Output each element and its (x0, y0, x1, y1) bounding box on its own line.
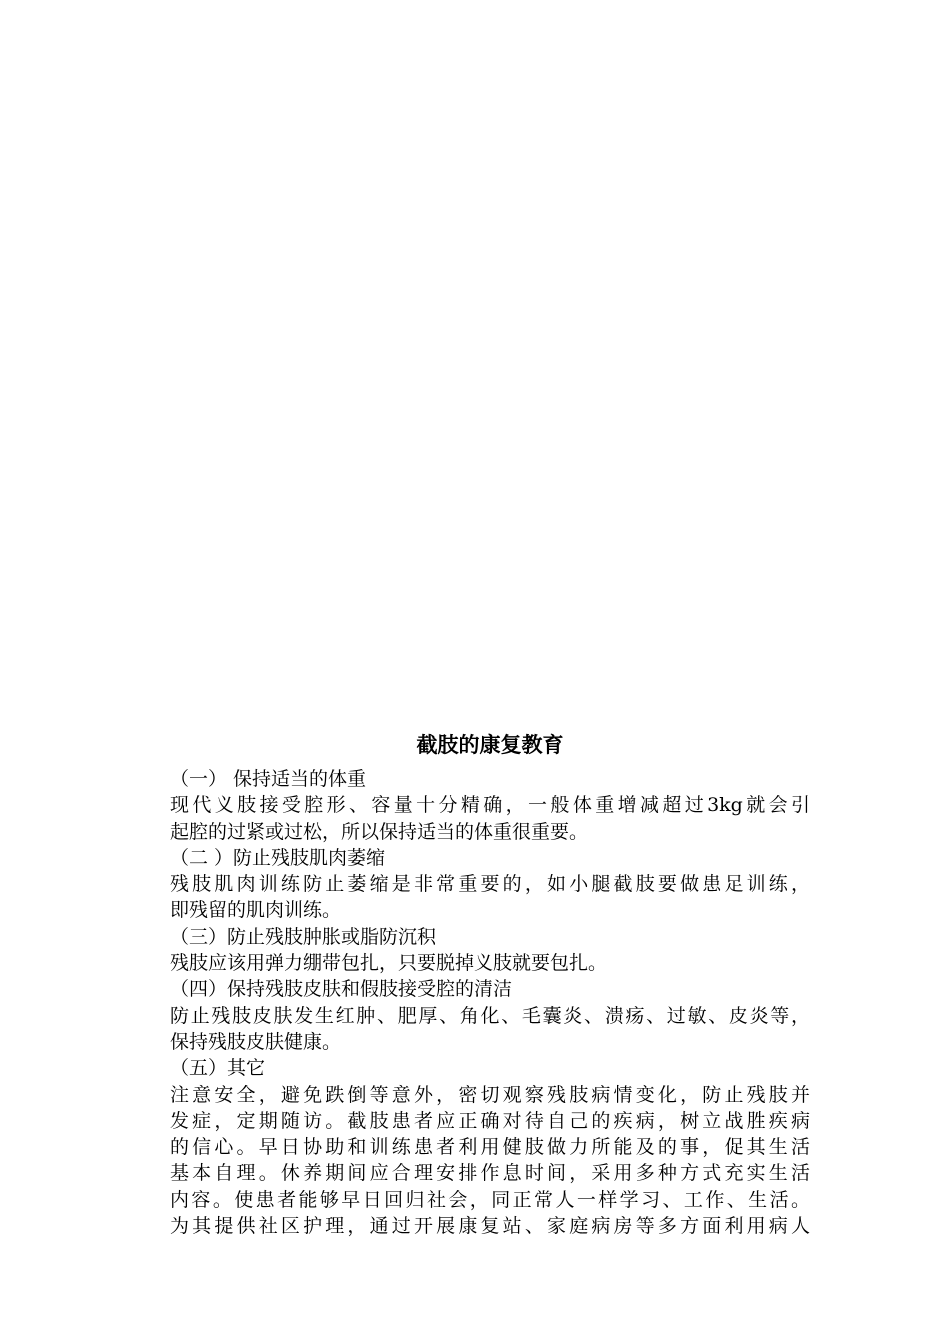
paragraph-line: 即残留的肌肉训练。 (170, 899, 342, 922)
paragraph-line: 残肢肌肉训练防止萎缩是非常重要的，如小腿截肢要做患足训练， (170, 873, 810, 896)
paragraph-line: 起腔的过紧或过松，所以保持适当的体重很重要。 (170, 820, 589, 843)
section-heading-3: （三）防止残肢肿胀或脂防沉积 (170, 925, 437, 948)
paragraph-line: 为其提供社区护理，通过开展康复站、家庭病房等多方面利用病人 (170, 1215, 810, 1238)
document-title: 截肢的康复教育 (416, 733, 564, 757)
paragraph-line: 现代义肢接受腔形、容量十分精确，一般体重增减超过3kg就会引 (170, 794, 810, 817)
section-heading-5: （五）其它 (170, 1057, 266, 1080)
paragraph-line: 发症，定期随访。截肢患者应正确对待自己的疾病，树立战胜疾病 (170, 1109, 810, 1132)
paragraph-line: 内容。使患者能够早日回归社会，同正常人一样学习、工作、生活。 (170, 1188, 810, 1211)
paragraph-line: 防止残肢皮肤发生红肿、肥厚、角化、毛囊炎、溃疡、过敏、皮炎等， (170, 1004, 810, 1027)
paragraph-line: 保持残肢皮肤健康。 (170, 1030, 342, 1053)
paragraph-line: 注意安全，避免跌倒等意外，密切观察残肢病情变化，防止残肢并 (170, 1083, 810, 1106)
paragraph-line: 基本自理。休养期间应合理安排作息时间，采用多种方式充实生活 (170, 1162, 810, 1185)
section-heading-4: （四）保持残肢皮肤和假肢接受腔的清洁 (170, 978, 513, 1001)
paragraph-line: 的信心。早日协助和训练患者利用健肢做力所能及的事，促其生活 (170, 1136, 810, 1159)
document-body (170, 730, 810, 1239)
section-heading-1: （一） 保持适当的体重 (170, 768, 367, 790)
section-heading-2: （二 ）防止残肢肌肉萎缩 (170, 846, 386, 869)
paragraph-line: 残肢应该用弹力绷带包扎，只要脱掉义肢就要包扎。 (170, 952, 608, 975)
